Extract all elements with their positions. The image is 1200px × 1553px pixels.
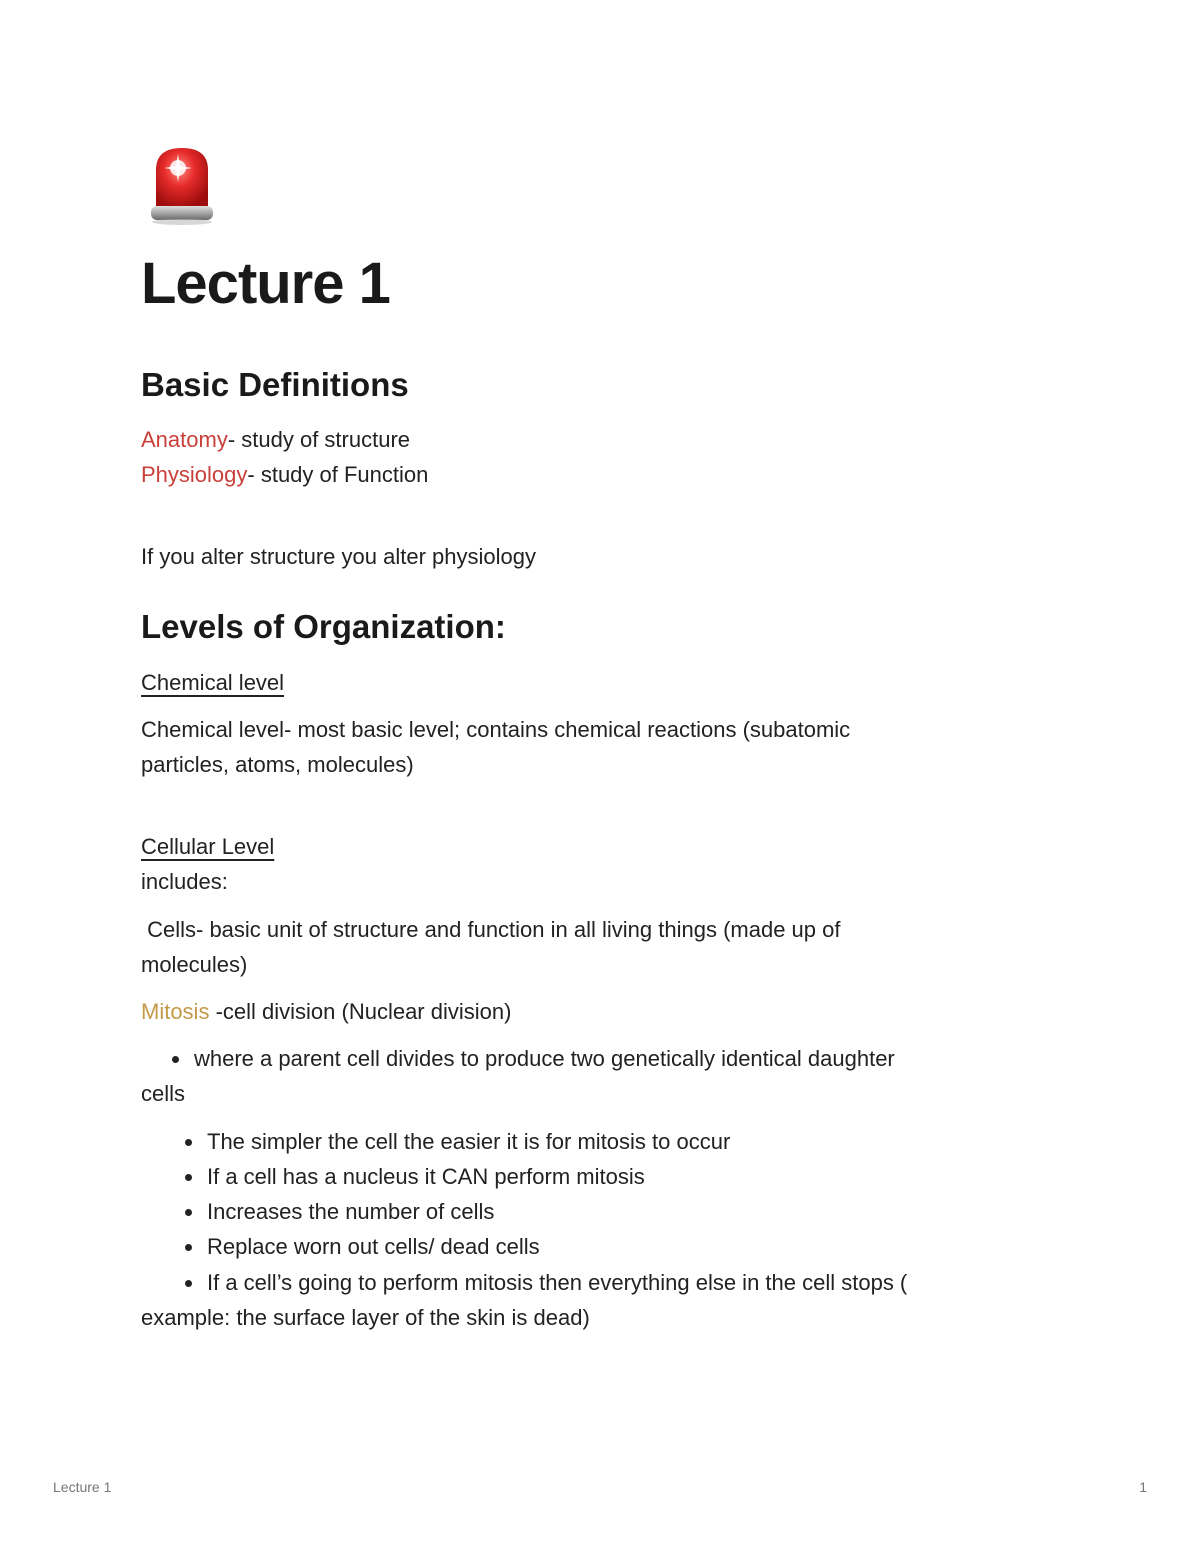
list-item: where a parent cell divides to produce two genetically identical daughter bbox=[194, 1041, 895, 1076]
definition-physiology bbox=[141, 457, 428, 492]
list-item-continuation: example: the surface layer of the skin is dead) bbox=[141, 1305, 590, 1330]
list-item: If a cell has a nucleus it CAN perform mitosis bbox=[207, 1159, 645, 1194]
definition-anatomy bbox=[141, 422, 410, 457]
paragraph-line: particles, atoms, molecules) bbox=[141, 752, 414, 777]
section-heading-basic-definitions: Basic Definitions bbox=[141, 366, 409, 403]
list-item: Replace worn out cells/ dead cells bbox=[207, 1229, 540, 1264]
subheading-text: Chemical level bbox=[141, 670, 285, 695]
subheading-cellular-level bbox=[141, 829, 274, 864]
paragraph-line: Chemical level- most basic level; contains chemical reactions (subatomic bbox=[141, 717, 851, 742]
term-physiology: Physiology bbox=[141, 462, 248, 487]
list-item-continuation: cells bbox=[141, 1081, 186, 1106]
paragraph-line: includes: bbox=[141, 869, 228, 894]
page-title: Lecture 1 bbox=[141, 251, 390, 316]
list-item: The simpler the cell the easier it is for mitosis to occur bbox=[207, 1124, 730, 1159]
statement-text: If you alter structure you alter physiology bbox=[141, 544, 536, 569]
paragraph-line: molecules) bbox=[141, 952, 248, 977]
page-number: 1 bbox=[1139, 1479, 1147, 1495]
definition-text: - study of Function bbox=[247, 462, 429, 487]
section-heading-levels: Levels of Organization: bbox=[141, 608, 506, 645]
definition-text: - study of structure bbox=[227, 427, 411, 452]
list-item: If a cell’s going to perform mitosis then everything else in the cell stops ( bbox=[207, 1265, 907, 1300]
term-anatomy: Anatomy bbox=[141, 427, 228, 452]
definition-mitosis bbox=[141, 994, 511, 1029]
footer-title: Lecture 1 bbox=[53, 1479, 112, 1495]
definition-text: -cell division (Nuclear division) bbox=[209, 999, 512, 1024]
paragraph-line: Cells- basic unit of structure and function in all living things (made up of bbox=[141, 917, 841, 942]
subheading-text: Cellular Level bbox=[141, 834, 275, 859]
siren-icon bbox=[148, 144, 216, 226]
list-item: Increases the number of cells bbox=[207, 1194, 494, 1229]
term-mitosis: Mitosis bbox=[141, 999, 210, 1024]
subheading-chemical-level bbox=[141, 665, 284, 700]
